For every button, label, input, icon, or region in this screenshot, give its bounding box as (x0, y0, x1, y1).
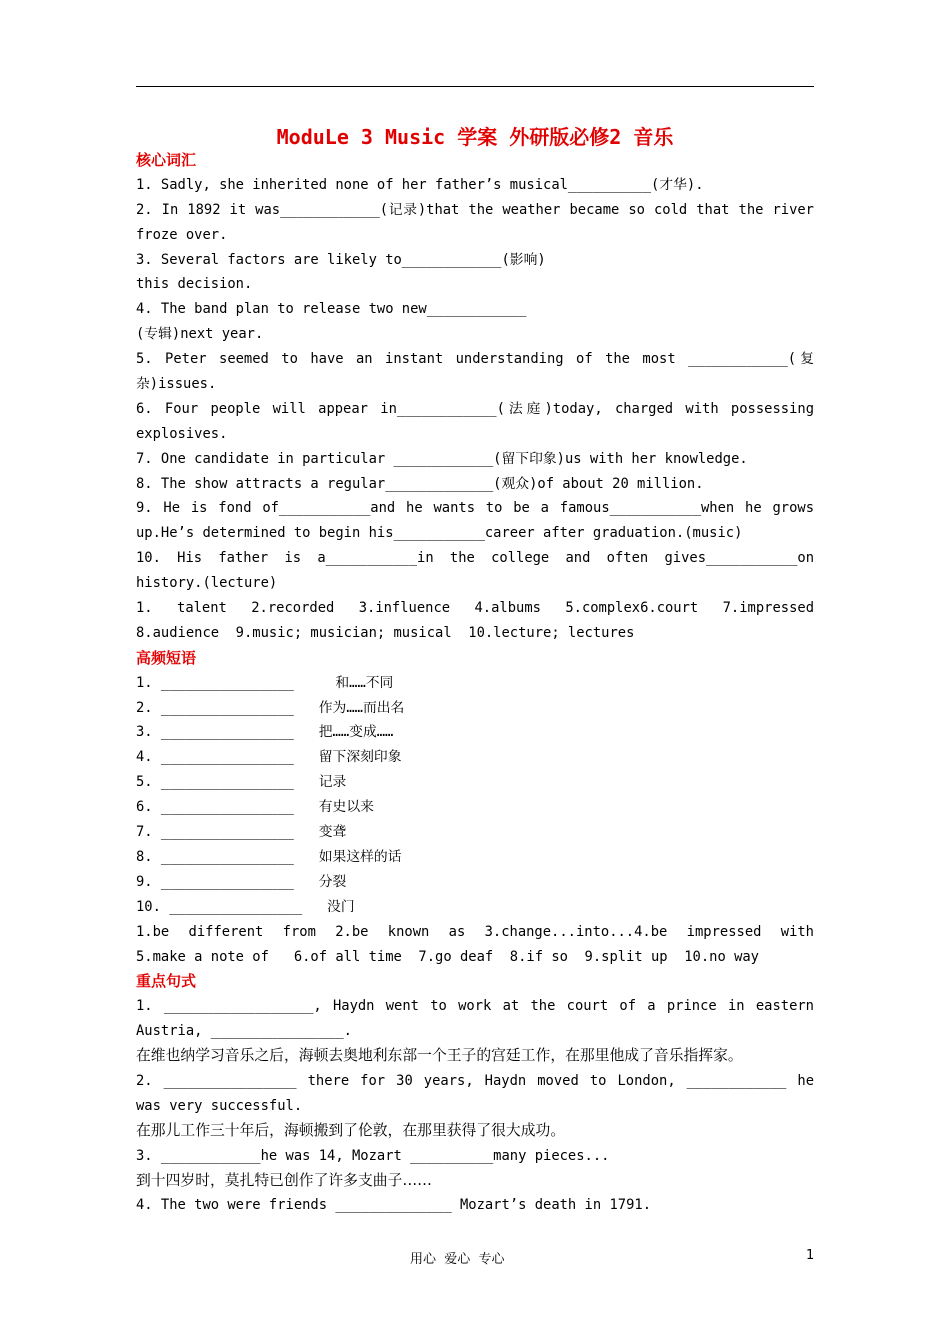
section-heading-sentences: 重点句式 (136, 972, 197, 991)
phrase-answer-line: 1.be different from 2.be known as 3.change...into...4.be impressed with (136, 923, 814, 940)
vocab-line: this decision. (136, 276, 253, 293)
header-rule (136, 86, 814, 87)
document-body (136, 148, 814, 1218)
vocab-line: history.(lecture) (136, 575, 278, 592)
sentence-line: Austria, ________________. (136, 1023, 352, 1040)
vocab-line: 2. In 1892 it was____________(记录)that the weather became so cold that the river (136, 201, 814, 218)
vocab-line: up.He’s determined to begin his___________career after graduation.(music) (136, 525, 743, 542)
vocab-line: 杂)issues. (136, 376, 217, 393)
vocab-line: 5. Peter seemed to have an instant understanding of the most ____________(复 (136, 351, 814, 368)
sentence-line: 3. ____________he was 14, Mozart __________many pieces... (136, 1147, 610, 1164)
section-heading-vocab: 核心词汇 (136, 151, 197, 169)
vocab-line: 9. He is fond of___________and he wants to be a famous___________when he grows (136, 500, 814, 517)
sentence-line: 4. The two were friends ______________ Mozart’s death in 1791. (136, 1197, 651, 1214)
sentence-line: 1. __________________, Haydn went to work at the court of a prince in eastern (136, 998, 814, 1015)
vocab-answer-line: 8.audience 9.music; musician; musical 10.lecture; lectures (136, 624, 635, 641)
phrase-line: 2. ________________ 作为……而出名 (136, 699, 405, 716)
vocab-line: 3. Several factors are likely to____________(影响) (136, 251, 546, 268)
vocab-line: 10. His father is a___________in the college and often gives___________on (136, 550, 814, 567)
sentence-translation: 到十四岁时，莫扎特已创作了许多支曲子…… (136, 1171, 432, 1189)
phrase-line: 6. ________________ 有史以来 (136, 799, 374, 816)
vocab-line: 4. The band plan to release two new____________ (136, 301, 527, 318)
vocab-line: 8. The show attracts a regular_____________(观众)of about 20 million. (136, 475, 704, 492)
sentence-translation: 在那儿工作三十年后，海顿搬到了伦敦，在那里获得了很大成功。 (136, 1121, 566, 1139)
phrase-line: 3. ________________ 把……变成…… (136, 724, 394, 741)
phrase-line: 4. ________________ 留下深刻印象 (136, 749, 402, 766)
phrase-line: 7. ________________ 变聋 (136, 824, 347, 841)
sentence-translation: 在维也纳学习音乐之后，海顿去奥地利东部一个王子的宫廷工作，在那里他成了音乐指挥家。 (136, 1047, 743, 1065)
page-number: 1 (806, 1248, 815, 1263)
vocab-line: 6. Four people will appear in____________(法庭)today, charged with possessing (136, 400, 814, 417)
phrase-line: 1. ________________ 和……不同 (136, 674, 394, 691)
phrase-line: 5. ________________ 记录 (136, 774, 347, 791)
vocab-answer-line: 1. talent 2.recorded 3.influence 4.albums 5.complex6.court 7.impressed (136, 600, 814, 617)
phrase-answer-line: 5.make a note of 6.of all time 7.go deaf 8.if so 9.split up 10.no way (136, 948, 759, 965)
phrase-line: 8. ________________ 如果这样的话 (136, 848, 402, 865)
vocab-line: (专辑)next year. (136, 326, 264, 343)
phrase-line: 10. ________________ 没门 (136, 898, 355, 915)
vocab-line: 7. One candidate in particular ____________(留下印象)us with her knowledge. (136, 450, 748, 467)
page-footer: 用心 爱心 专心 (410, 1252, 505, 1267)
vocab-line: 1. Sadly, she inherited none of her father’s musical__________(才华). (136, 176, 704, 193)
section-heading-phrases: 高频短语 (136, 648, 197, 667)
vocab-line: froze over. (136, 226, 228, 243)
phrase-line: 9. ________________ 分裂 (136, 873, 347, 890)
vocab-line: explosives. (136, 425, 228, 442)
page-title: ModuLe 3 Music 学案 外研版必修2 音乐 (276, 125, 674, 149)
sentence-line: was very successful. (136, 1097, 303, 1114)
sentence-line: 2. ________________ there for 30 years, Haydn moved to London, ____________ he (136, 1072, 814, 1089)
